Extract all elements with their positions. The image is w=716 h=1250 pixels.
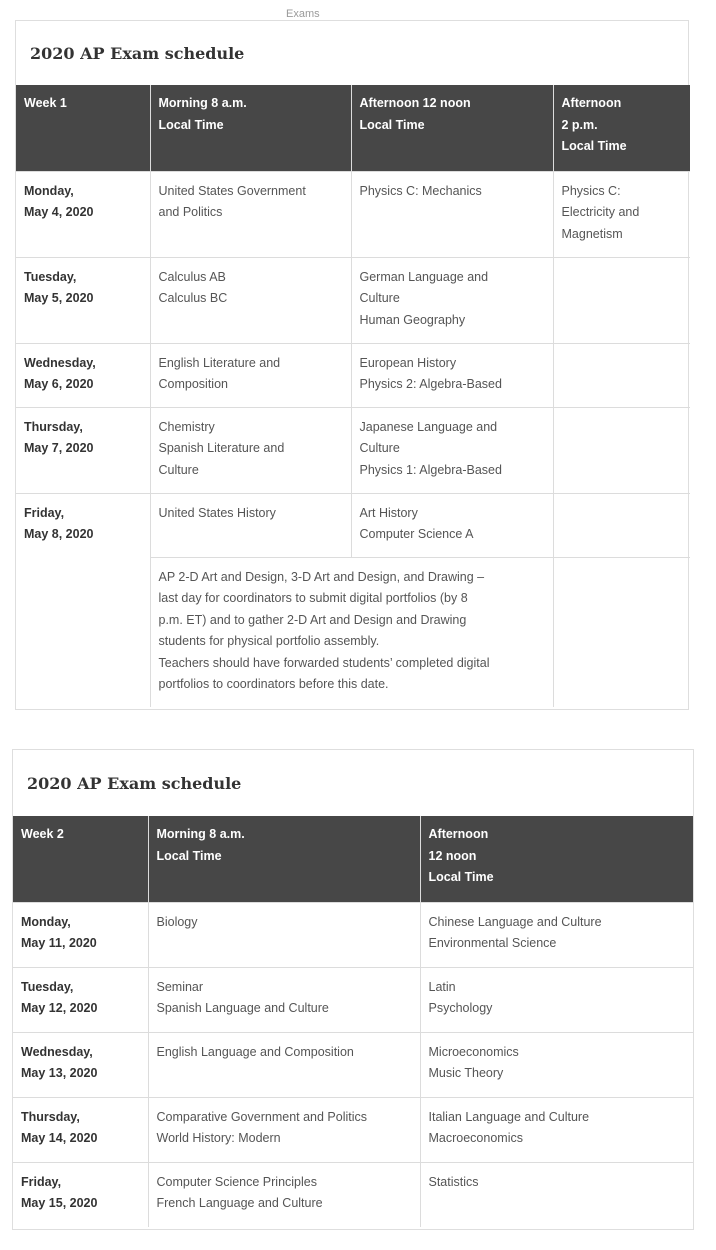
morning-cell: United States Government and Politics <box>150 171 351 257</box>
two-pm-cell <box>553 407 690 493</box>
column-header-week: Week 2 <box>13 816 148 902</box>
day-cell: Thursday, May 14, 2020 <box>13 1097 148 1162</box>
week1-schedule-card <box>15 20 689 710</box>
noon-cell: Art History Computer Science A <box>351 493 553 557</box>
morning-cell: Comparative Government and Politics World History: Modern <box>148 1097 420 1162</box>
column-header-morning: Morning 8 a.m. Local Time <box>150 85 351 171</box>
table-row <box>13 967 693 1032</box>
table-row <box>16 171 690 257</box>
noon-cell: German Language and Culture Human Geography <box>351 257 553 343</box>
schedule-title: 2020 AP Exam schedule <box>27 773 242 793</box>
column-header-noon: Afternoon 12 noon Local Time <box>420 816 693 902</box>
schedule-title: 2020 AP Exam schedule <box>30 43 245 63</box>
noon-cell: Statistics <box>420 1162 693 1227</box>
column-header-noon: Afternoon 12 noon Local Time <box>351 85 553 171</box>
two-pm-cell <box>553 343 690 407</box>
day-cell: Thursday, May 7, 2020 <box>16 407 150 493</box>
two-pm-cell: Physics C: Electricity and Magnetism <box>553 171 690 257</box>
morning-cell: Biology <box>148 902 420 967</box>
table-row <box>16 493 690 557</box>
morning-cell: Seminar Spanish Language and Culture <box>148 967 420 1032</box>
day-cell: Monday, May 11, 2020 <box>13 902 148 967</box>
day-cell: Wednesday, May 13, 2020 <box>13 1032 148 1097</box>
table-header-row <box>13 816 693 902</box>
morning-cell: Chemistry Spanish Literature and Culture <box>150 407 351 493</box>
morning-cell: United States History <box>150 493 351 557</box>
week1-schedule-table <box>16 85 690 707</box>
cropped-heading-text: Exams <box>286 8 320 20</box>
week2-schedule-table <box>13 816 693 1227</box>
portfolio-note-cell: AP 2-D Art and Design, 3-D Art and Design, and Drawing – last day for coordinators to submit digital portfolios (by 8 p.m. ET) and to gather 2-D Art and Design and Drawing students for physical portfolio assembly. Teachers should have forwarded students’ completed digital portfolios to coordinators before this date. <box>150 557 553 707</box>
table-row <box>16 407 690 493</box>
column-header-week: Week 1 <box>16 85 150 171</box>
day-cell: Tuesday, May 12, 2020 <box>13 967 148 1032</box>
noon-cell: Italian Language and Culture Macroeconomics <box>420 1097 693 1162</box>
table-header-row <box>16 85 690 171</box>
table-row <box>16 257 690 343</box>
noon-cell: Microeconomics Music Theory <box>420 1032 693 1097</box>
column-header-2pm: Afternoon 2 p.m. Local Time <box>553 85 690 171</box>
two-pm-cell <box>553 493 690 557</box>
noon-cell: Japanese Language and Culture Physics 1: Algebra-Based <box>351 407 553 493</box>
empty-cell <box>553 557 690 707</box>
morning-cell: English Language and Composition <box>148 1032 420 1097</box>
table-row <box>13 1162 693 1227</box>
day-cell: Monday, May 4, 2020 <box>16 171 150 257</box>
day-cell: Tuesday, May 5, 2020 <box>16 257 150 343</box>
noon-cell: Physics C: Mechanics <box>351 171 553 257</box>
table-row <box>13 902 693 967</box>
week2-schedule-card <box>12 749 694 1230</box>
day-cell: Wednesday, May 6, 2020 <box>16 343 150 407</box>
noon-cell: Chinese Language and Culture Environmental Science <box>420 902 693 967</box>
noon-cell: Latin Psychology <box>420 967 693 1032</box>
morning-cell: Computer Science Principles French Language and Culture <box>148 1162 420 1227</box>
day-cell: Friday, May 8, 2020 <box>16 493 150 707</box>
table-row <box>13 1032 693 1097</box>
column-header-morning: Morning 8 a.m. Local Time <box>148 816 420 902</box>
two-pm-cell <box>553 257 690 343</box>
morning-cell: Calculus AB Calculus BC <box>150 257 351 343</box>
table-row <box>16 343 690 407</box>
day-cell: Friday, May 15, 2020 <box>13 1162 148 1227</box>
table-row <box>13 1097 693 1162</box>
noon-cell: European History Physics 2: Algebra-Based <box>351 343 553 407</box>
morning-cell: English Literature and Composition <box>150 343 351 407</box>
